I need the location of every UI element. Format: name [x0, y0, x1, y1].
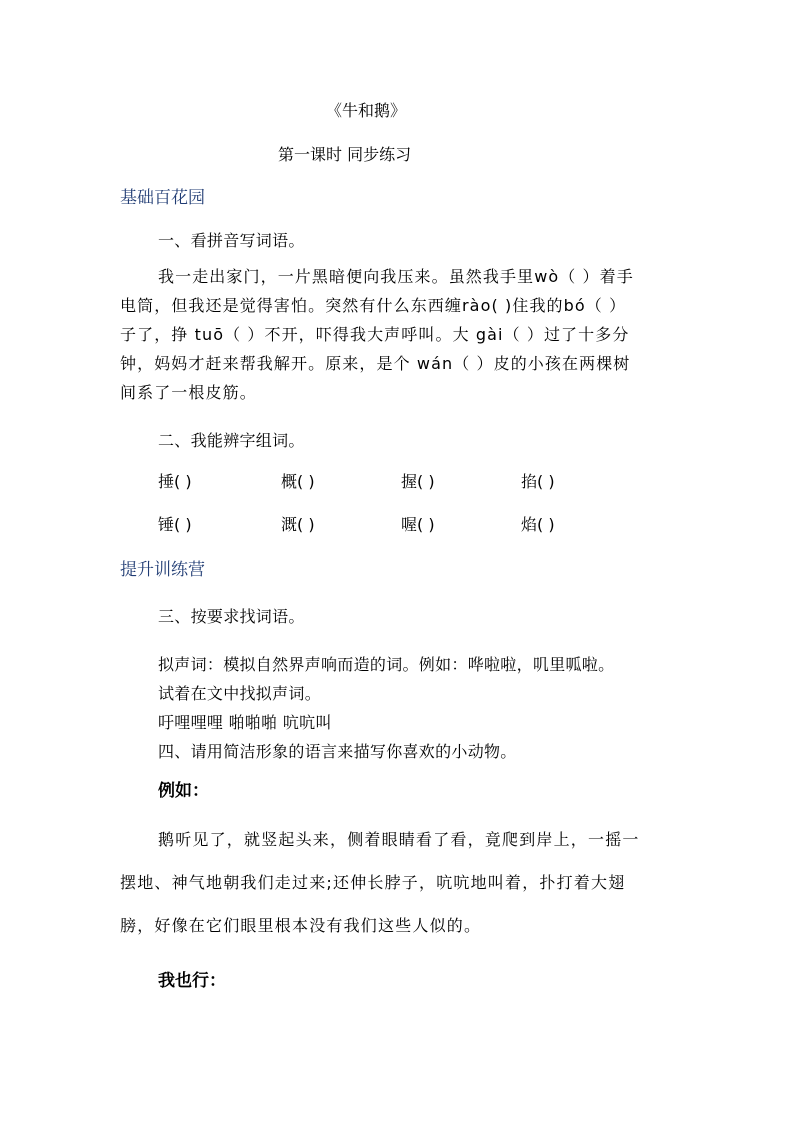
char-item: 溉( )	[281, 515, 315, 534]
document-subtitle: 第一课时 同步练习	[278, 145, 412, 164]
question-3-line-2: 试着在文中找拟声词。	[158, 684, 322, 703]
char-item: 掐( )	[521, 472, 555, 491]
question-2-heading: 二、我能辨字组词。	[158, 431, 305, 450]
question-1-paragraph: 我一走出家门，一片黑暗便向我压来。虽然我手里wò（ ）着手电筒，但我还是觉得害怕。突然有什么东西缠rào( )住我的bó（ ）子了，挣 tuō（ ）不开，吓得我大声呼叫。大 gài（ ）过了十多分钟，妈妈才赶来帮我解开。原来，是个 wán（ ）皮的小孩在两棵树间系了一根皮筋。	[120, 267, 634, 402]
char-item: 锤( )	[158, 515, 192, 534]
char-item: 焰( )	[521, 515, 555, 534]
char-item: 概( )	[281, 472, 315, 491]
example-paragraph: 鹅听见了，就竖起头来，侧着眼睛看了看，竟爬到岸上，一摇一摆地、神气地朝我们走过来;还伸长脖子，吭吭地叫着，扑打着大翅膀，好像在它们眼里根本没有我们这些人似的。	[120, 830, 640, 935]
char-item: 捶( )	[158, 472, 192, 491]
question-4-heading: 四、请用简洁形象的语言来描写你喜欢的小动物。	[158, 742, 517, 761]
document-title: 《牛和鹅》	[326, 101, 407, 120]
question-1-heading: 一、看拼音写词语。	[158, 231, 305, 250]
example-label: 例如：	[158, 781, 209, 801]
char-item: 喔( )	[401, 515, 435, 534]
section-heading-advanced: 提升训练营	[120, 560, 205, 580]
question-3-line-1: 拟声词：模拟自然界声响而造的词。例如：哗啦啦，叽里呱啦。	[158, 655, 615, 674]
question-3-heading: 三、按要求找词语。	[158, 607, 305, 626]
question-2-row-2	[158, 512, 641, 535]
char-item: 握( )	[401, 472, 435, 491]
my-turn-label: 我也行：	[158, 971, 226, 991]
question-3-line-3: 吁哩哩哩 啪啪啪 吭吭叫	[158, 713, 332, 732]
section-heading-basic: 基础百花园	[120, 188, 205, 208]
question-2-row-1	[158, 469, 641, 492]
